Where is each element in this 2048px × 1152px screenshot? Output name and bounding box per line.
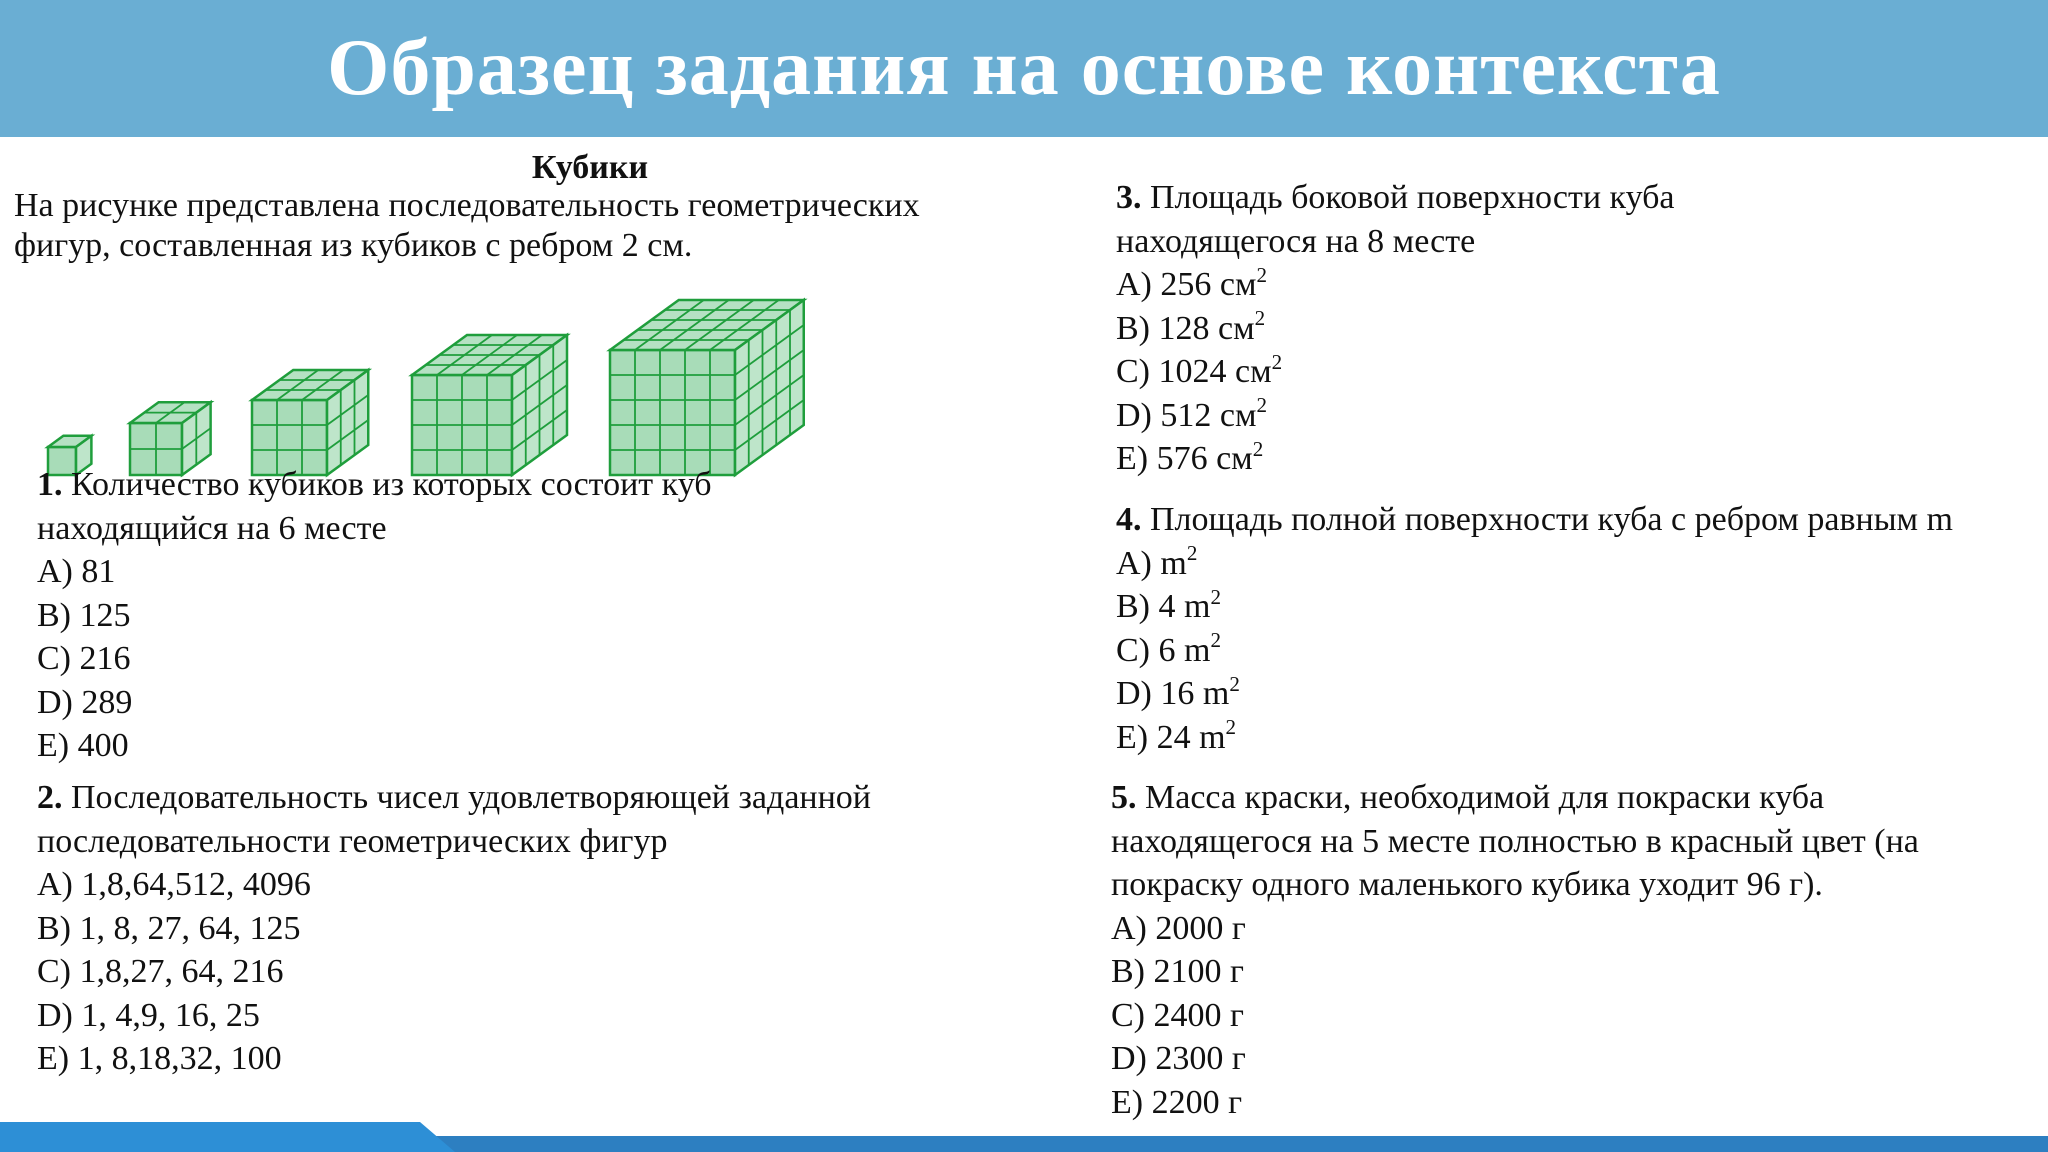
answer-option [1116,672,1953,716]
answer-option: B) 1, 8, 27, 64, 125 [37,909,301,947]
answer-option: C) 2400 г [1111,996,1244,1034]
answer-option: B) 2100 г [1111,953,1244,990]
answer-option-sup: 2 [1271,349,1283,374]
question-3 [1116,176,1675,481]
question-5-line-2: находящегося на 5 месте полностью в красный цвет (на [1111,822,1919,860]
answer-option-text: A) 256 см [1116,266,1257,303]
question-number: 4. [1116,501,1142,538]
answer-option [1116,307,1675,351]
answer-option [1116,716,1953,760]
answer-option: C) 1,8,27, 64, 216 [37,953,284,990]
answer-option [1116,585,1953,629]
answer-option-text: E) 576 см [1116,440,1253,477]
question-3-line-2: находящегося на 8 месте [1116,222,1476,260]
answer-option: B) 125 [37,596,131,634]
answer-option-sup: 2 [1186,541,1198,566]
answer-option-text: B) 128 см [1116,309,1255,347]
answer-option-text: C) 1024 см [1116,353,1272,390]
answer-option-sup: 2 [1229,671,1240,696]
question-5-line-3: покраску одного маленького кубика уходит 96 г). [1111,866,1823,903]
answer-option-text: E) 24 m [1116,718,1226,756]
question-5 [1111,776,1919,1124]
intro-line: На рисунке представлена последовательность геометрических [14,187,920,224]
footer-accent [0,1122,455,1152]
question-text: Площадь полной поверхности куба с ребром равным m [1150,501,1954,538]
question-text: Количество кубиков из которых состоит куб [71,466,712,503]
question-number: 5. [1111,779,1137,816]
question-number: 3. [1116,179,1142,216]
question-1-line-1 [37,463,712,507]
answer-option-sup: 2 [1210,584,1221,609]
answer-option-sup: 2 [1252,436,1264,461]
question-2-line-1 [37,776,871,820]
question-4-line-1 [1116,498,1953,542]
answer-option [1116,437,1675,481]
answer-option [1116,629,1953,673]
answer-option: E) 400 [37,727,129,764]
answer-option: C) 216 [37,640,131,677]
question-2-line-2: последовательности геометрических фигур [37,822,668,860]
answer-option: A) 1,8,64,512, 4096 [37,866,311,903]
answer-option: E) 1, 8,18,32, 100 [37,1040,282,1077]
answer-option: A) 2000 г [1111,909,1246,947]
page-title: Образец задания на основе контекста [327,24,1721,112]
question-5-line-1 [1111,776,1919,820]
answer-option-sup: 2 [1254,306,1266,331]
question-number: 2. [37,779,63,816]
answer-option-text: D) 512 см [1116,396,1257,434]
answer-option [1116,350,1675,394]
question-text: Площадь боковой поверхности куба [1150,179,1675,216]
answer-option: A) 81 [37,553,116,590]
cubes-figure [40,280,820,480]
answer-option-text: B) 4 m [1116,588,1211,625]
cube-front-face [610,350,735,475]
answer-option [1116,394,1675,438]
answer-option: D) 1, 4,9, 16, 25 [37,996,260,1034]
question-2 [37,776,871,1081]
answer-option: D) 2300 г [1111,1040,1246,1077]
answer-option-sup: 2 [1256,262,1268,287]
answer-option-sup: 2 [1256,393,1268,418]
answer-option-sup: 2 [1225,715,1237,740]
question-text: Последовательность чисел удовлетворяющей заданной [71,779,871,816]
answer-option-sup: 2 [1210,628,1221,653]
question-text: Масса краски, необходимой для покраски куба [1145,779,1825,816]
answer-option-text: C) 6 m [1116,631,1211,669]
answer-option-text: D) 16 m [1116,675,1230,712]
answer-option-text: A) m [1116,544,1187,582]
question-4 [1116,498,1953,759]
answer-option [1116,263,1675,307]
question-number: 1. [37,466,63,503]
question-1-line-2: находящийся на 6 месте [37,509,387,547]
answer-option: D) 289 [37,683,133,721]
answer-option: E) 2200 г [1111,1083,1243,1121]
intro-line: фигур, составленная из кубиков с ребром 2 см. [14,227,693,264]
task-title: Кубики [531,149,649,186]
answer-option [1116,542,1953,586]
header-banner [0,0,2048,137]
intro-text [14,186,920,266]
question-1 [37,463,712,768]
question-3-line-1 [1116,176,1675,220]
